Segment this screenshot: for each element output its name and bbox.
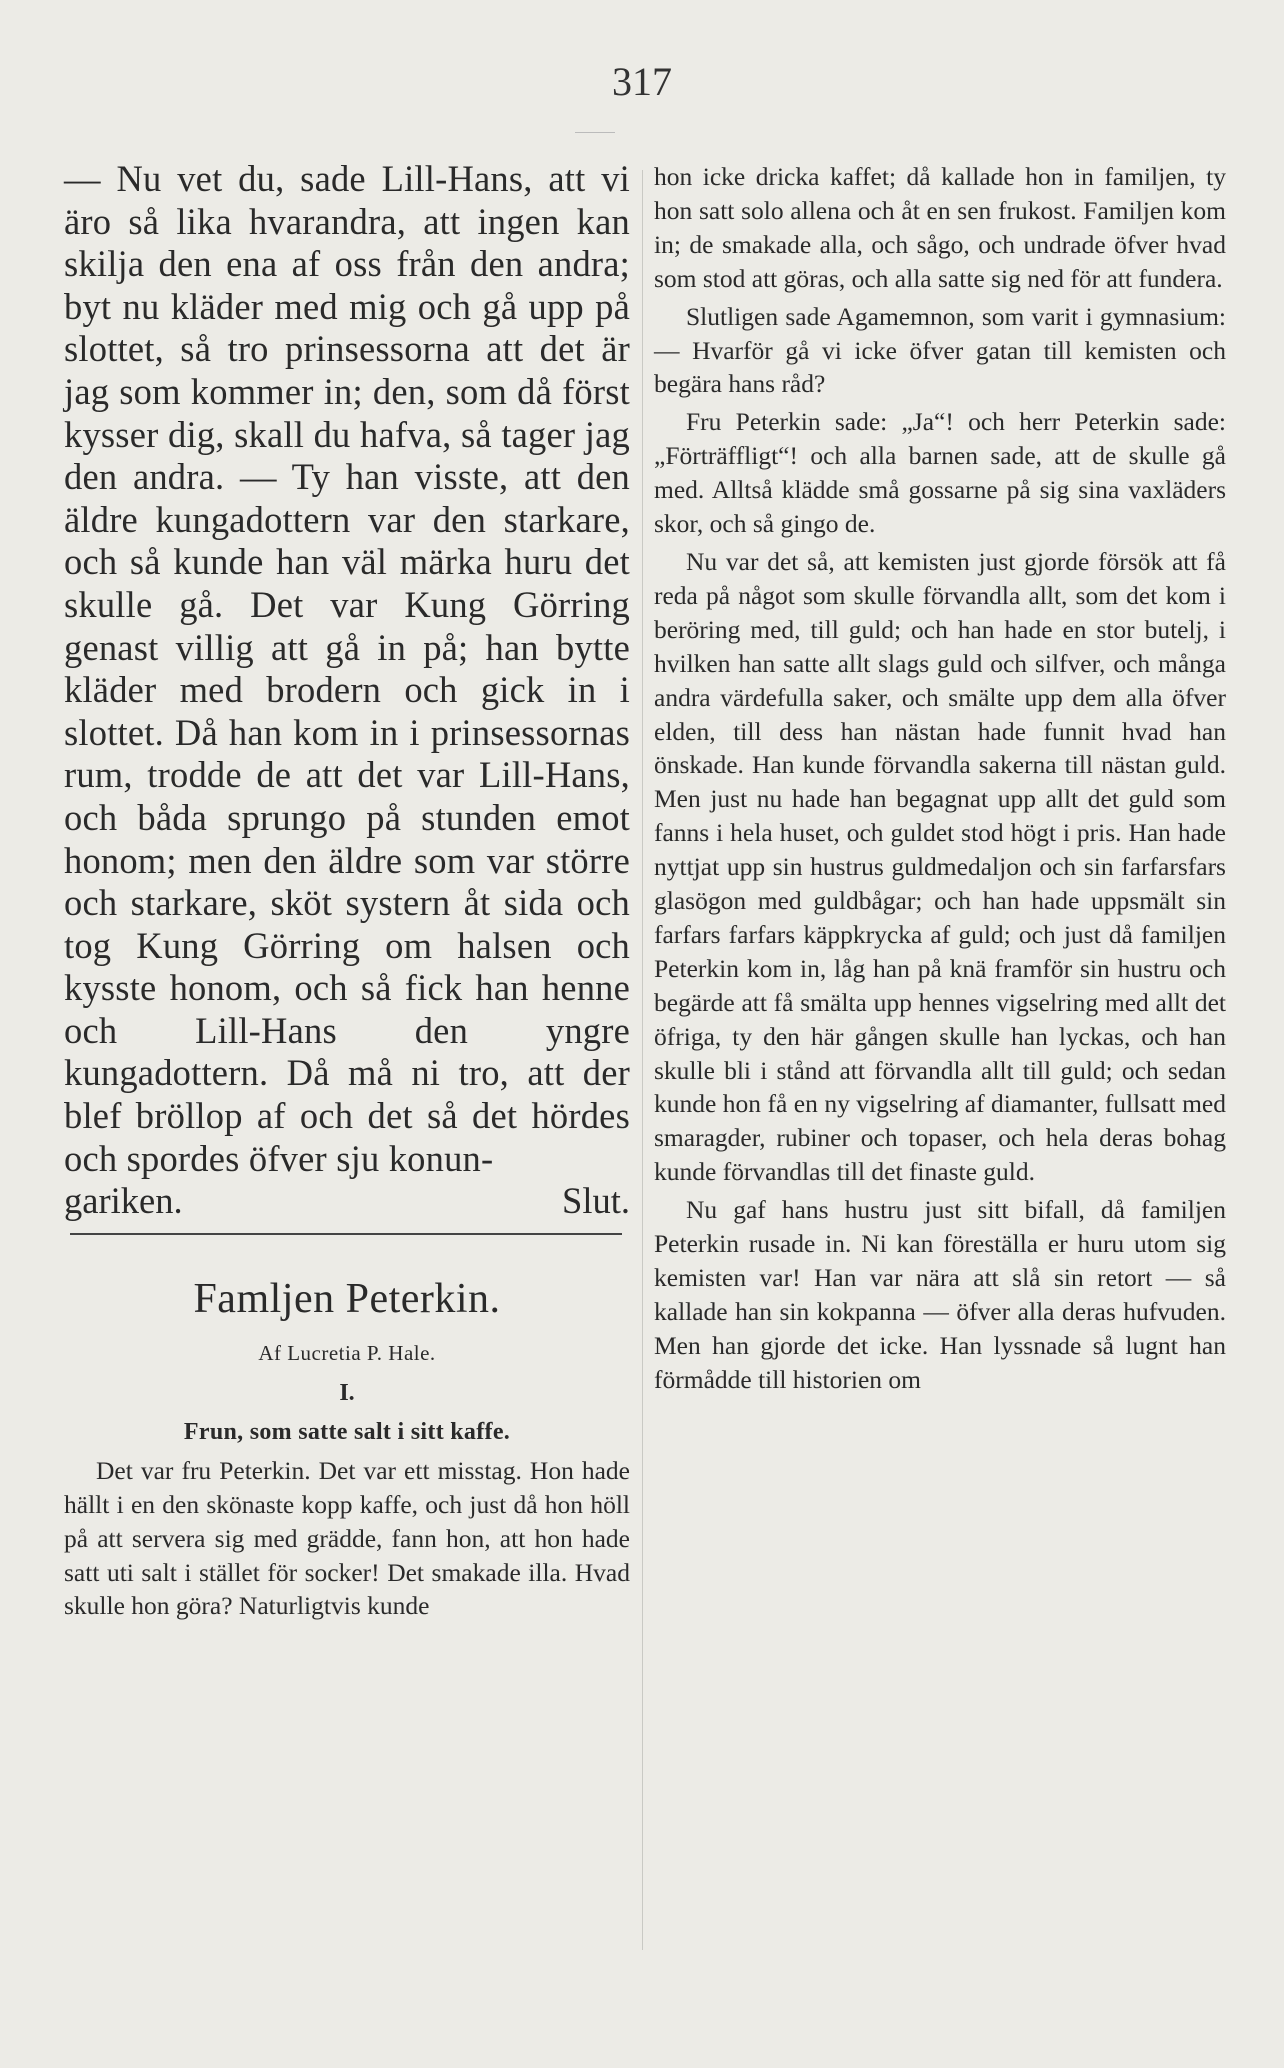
paragraph: Det var fru Peterkin. Det var ett misstag. Hon hade hällt i en den skönaste kopp kaffe, och just då hon höll på att servera sig med grädde, fann hon, att hon hade satt uti salt i stället för socker! Det smakade illa. Hvad skulle hon göra? Naturligtvis kunde [64, 1455, 630, 1621]
paragraph: Fru Peterkin sade: „Ja“! och herr Peterkin sade: „Förträffligt“! och alla barnen sade, att de skulle gå med. Alltså klädde små gossarne på sig sina vaxläders skor, och så gingo de. [654, 407, 1226, 539]
header-rule [575, 132, 615, 133]
chapter-number: I. [339, 1379, 355, 1406]
section-rule [70, 1233, 622, 1235]
story-lill-hans [64, 158, 630, 1223]
paragraph: hon icke dricka kaffet; då kallade hon in familjen, ty hon satt solo allena och åt en sen frukost. Familjen kom in; de smakade alla, och sågo, och undrade öfver hvad som stod att göras, och alla satte sig ned för att fundera. [654, 162, 1226, 293]
paragraph: Nu var det så, att kemisten just gjorde försök att få reda på något som skulle förvandla allt, som det kom i beröring med, till guld; och han hade en stor butelj, i hvilken han satte allt slags guld och silfver, och många andra värdefulla saker, och smälte upp dem alla öfver elden, till dess han nästan hade funnit hvad han önskade. Han kunde förvandla sakerna till nästan guld. Men just nu hade han begagnat upp allt det guld som fanns i hela huset, och guldet stod högt i pris. Han hade nyttjat upp sin hustrus guldmedaljon och sin farfarsfars glasögon med guldbågar; och han hade uppsmält sin farfars farfars käppkrycka af guld; och just då familjen Peterkin kom in, låg han på knä framför sin hustru och begärde att få smälta upp hennes vigselring med allt det öfriga, ty den här gången skulle han lyckas, och han skulle bli i stånd att förvandla allt till guld; och sedan kunde hon få en ny vigselring af diamanter, fullsatt med smaragder, rubiner och topaser, och hela deras bohag kunde förvandlas till det finaste guld. [654, 546, 1226, 1187]
page-number: 317 [612, 59, 672, 104]
story-author: Af Lucretia P. Hale. [258, 1340, 436, 1365]
right-column [654, 160, 1226, 1397]
story-closing-line [64, 1180, 630, 1223]
right-column-text [654, 160, 1226, 1397]
story-paragraph: — Nu vet du, sade Lill-Hans, att vi äro så lika hvarandra, att ingen kan skilja den ena af oss från den andra; byt nu kläder med mig och gå upp på slottet, så tro prinsessorna att det är jag som kommer in; den, som då först kysser dig, skall du hafva, så tager jag den andra. — Ty han visste, att den äldre kungadottern var den starkare, och så kunde han väl märka huru det skulle gå. Det var Kung Görring genast villig att gå in på; han bytte kläder med brodern och gick in i slottet. Då han kom in i prinsessornas rum, trodde de att det var Lill-Hans, och båda sprungo på stunden emot honom; men den äldre som var större och starkare, sköt systern åt sida och tog Kung Görring om halsen och kysste honom, och så fick han henne och Lill-Hans den yngre kungadottern. Då må ni tro, att der blef bröllop af och det så det hördes och spordes öfver sju konun- [64, 158, 630, 1179]
paragraph: Slutligen sade Agamemnon, som varit i gymnasium: — Hvarför gå vi icke öfver gatan till kemisten och begära hans råd? [654, 301, 1226, 399]
closing-word: gariken. [64, 1180, 183, 1222]
left-column-text [64, 1454, 630, 1624]
end-mark: Slut. [562, 1180, 630, 1222]
chapter-title: Frun, som satte salt i sitt kaffe. [183, 1418, 511, 1445]
story-title: Famljen Peterkin. [193, 1275, 501, 1322]
column-divider [642, 170, 643, 1950]
paragraph: Nu gaf hans hustru just sitt bifall, då familjen Peterkin rusade in. Ni kan föreställa er huru utom sig kemisten var! Han var nära att slå sin retort — så kallade han sin kokpanna — öfver alla deras hufvuden. Men han gjorde det icke. Han lyssnade så lugnt han förmådde till historien om [654, 1195, 1226, 1394]
left-column [64, 158, 630, 1623]
